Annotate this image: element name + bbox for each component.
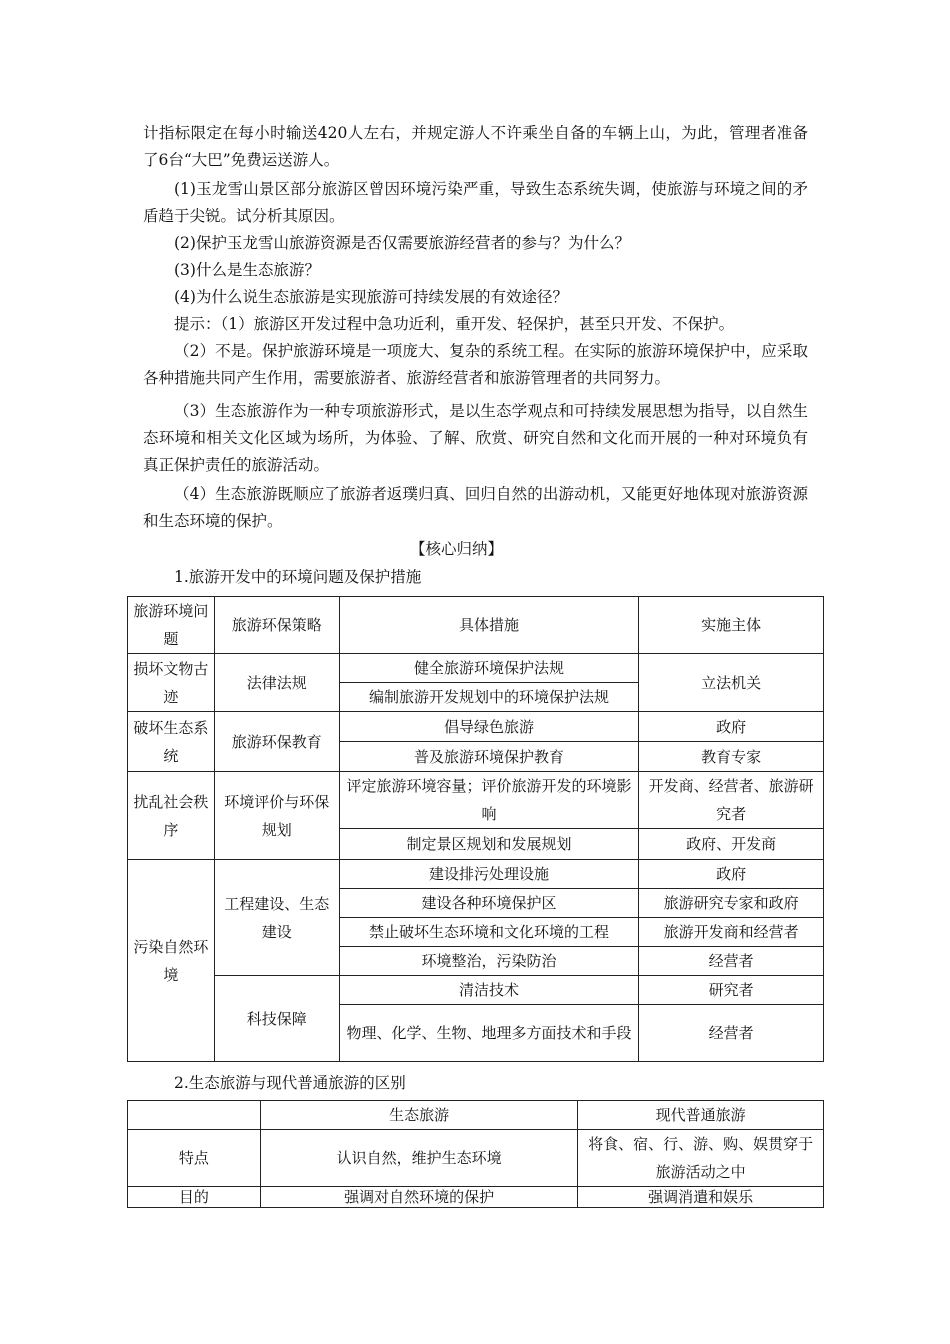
- paragraph-intro: 计指标限定在每小时输送420人左右，并规定游人不许乘坐自备的车辆上山，为此，管理者准备了6台“大巴”免费运送游人。: [143, 124, 808, 169]
- tourism-comparison-table: [127, 1100, 824, 1208]
- row-strategy: 环境评价与环保规划: [214, 772, 339, 860]
- row-subject: 开发商、经营者、旅游研究者: [639, 772, 824, 829]
- row-problem: 破坏生态系统: [128, 712, 215, 772]
- row-measure: 倡导绿色旅游: [339, 712, 639, 742]
- row-measure: 建设各种环境保护区: [339, 889, 639, 918]
- row-subject: 经营者: [639, 1005, 824, 1062]
- row-subject: 立法机关: [639, 654, 824, 712]
- row-subject: 经营者: [639, 947, 824, 976]
- table-row: [128, 654, 824, 683]
- row-strategy: 旅游环保教育: [214, 712, 339, 772]
- row-eco-value: 强调对自然环境的保护: [260, 1187, 578, 1208]
- row-measure: 评定旅游环境容量；评价旅游开发的环境影响: [339, 772, 639, 829]
- row-label: 特点: [128, 1130, 261, 1187]
- section-title: 【核心归纳】: [410, 540, 504, 558]
- row-subject: 旅游研究专家和政府: [639, 889, 824, 918]
- question-2: (2)保护玉龙雪山旅游资源是否仅需要旅游经营者的参与？为什么？: [174, 234, 630, 252]
- header-empty: [128, 1101, 261, 1130]
- table-row: [128, 772, 824, 829]
- row-general-value: 将食、宿、行、游、购、娱贯穿于旅游活动之中: [578, 1130, 824, 1187]
- row-problem: 扰乱社会秩序: [128, 772, 215, 860]
- question-3: (3)什么是生态旅游？: [174, 261, 320, 279]
- row-eco-value: 认识自然，维护生态环境: [260, 1130, 578, 1187]
- table-row: [128, 712, 824, 742]
- row-strategy: 科技保障: [214, 976, 339, 1062]
- row-subject: 政府: [639, 860, 824, 889]
- table2-caption: 2.生态旅游与现代普通旅游的区别: [174, 1074, 406, 1092]
- row-subject: 政府、开发商: [639, 829, 824, 860]
- answer-3: （3）生态旅游作为一种专项旅游形式，是以生态学观点和可持续发展思想为指导，以自然生态环境和相关文化区域为场所，为体验、了解、欣赏、研究自然和文化而开展的一种对环境负有真正保护责任的旅游活动。: [143, 402, 808, 474]
- table-row: [128, 1187, 824, 1208]
- answer-1: 提示：（1）旅游区开发过程中急功近利，重开发、轻保护，甚至只开发、不保护。: [174, 315, 735, 333]
- row-measure: 编制旅游开发规划中的环境保护法规: [339, 683, 639, 712]
- row-subject: 研究者: [639, 976, 824, 1005]
- table-header-row: [128, 1101, 824, 1130]
- table-row: [128, 860, 824, 889]
- table-row: [128, 1130, 824, 1187]
- header-strategy: 旅游环保策略: [214, 597, 339, 654]
- question-1: (1)玉龙雪山景区部分旅游区曾因环境污染严重，导致生态系统失调，使旅游与环境之间的矛盾趋于尖锐。试分析其原因。: [143, 180, 808, 225]
- environment-measures-table: [127, 596, 824, 1062]
- answer-4: （4）生态旅游既顺应了旅游者返璞归真、回归自然的出游动机，又能更好地体现对旅游资源和生态环境的保护。: [143, 485, 808, 530]
- table-row: [128, 976, 824, 1005]
- header-subject: 实施主体: [639, 597, 824, 654]
- row-measure: 环境整治，污染防治: [339, 947, 639, 976]
- row-subject: 政府: [639, 712, 824, 742]
- row-measure: 建设排污处理设施: [339, 860, 639, 889]
- row-subject: 教育专家: [639, 742, 824, 772]
- row-subject: 旅游开发商和经营者: [639, 918, 824, 947]
- question-4: (4)为什么说生态旅游是实现旅游可持续发展的有效途径？: [174, 288, 568, 306]
- row-measure: 制定景区规划和发展规划: [339, 829, 639, 860]
- row-measure: 物理、化学、生物、地理多方面技术和手段: [339, 1005, 639, 1062]
- row-problem: 污染自然环境: [128, 860, 215, 1062]
- header-problem: 旅游环境问题: [128, 597, 215, 654]
- table1-caption: 1.旅游开发中的环境问题及保护措施: [174, 568, 422, 586]
- row-general-value: 强调消遣和娱乐: [578, 1187, 824, 1208]
- answer-2: （2）不是。保护旅游环境是一项庞大、复杂的系统工程。在实际的旅游环境保护中，应采取各种措施共同产生作用，需要旅游者、旅游经营者和旅游管理者的共同努力。: [143, 342, 808, 387]
- row-measure: 普及旅游环境保护教育: [339, 742, 639, 772]
- header-general-tourism: 现代普通旅游: [578, 1101, 824, 1130]
- row-label: 目的: [128, 1187, 261, 1208]
- row-measure: 禁止破坏生态环境和文化环境的工程: [339, 918, 639, 947]
- row-measure: 清洁技术: [339, 976, 639, 1005]
- row-measure: 健全旅游环境保护法规: [339, 654, 639, 683]
- header-eco-tourism: 生态旅游: [260, 1101, 578, 1130]
- row-strategy: 法律法规: [214, 654, 339, 712]
- row-problem: 损坏文物古迹: [128, 654, 215, 712]
- header-measure: 具体措施: [339, 597, 639, 654]
- table-header-row: [128, 597, 824, 654]
- row-strategy: 工程建设、生态建设: [214, 860, 339, 976]
